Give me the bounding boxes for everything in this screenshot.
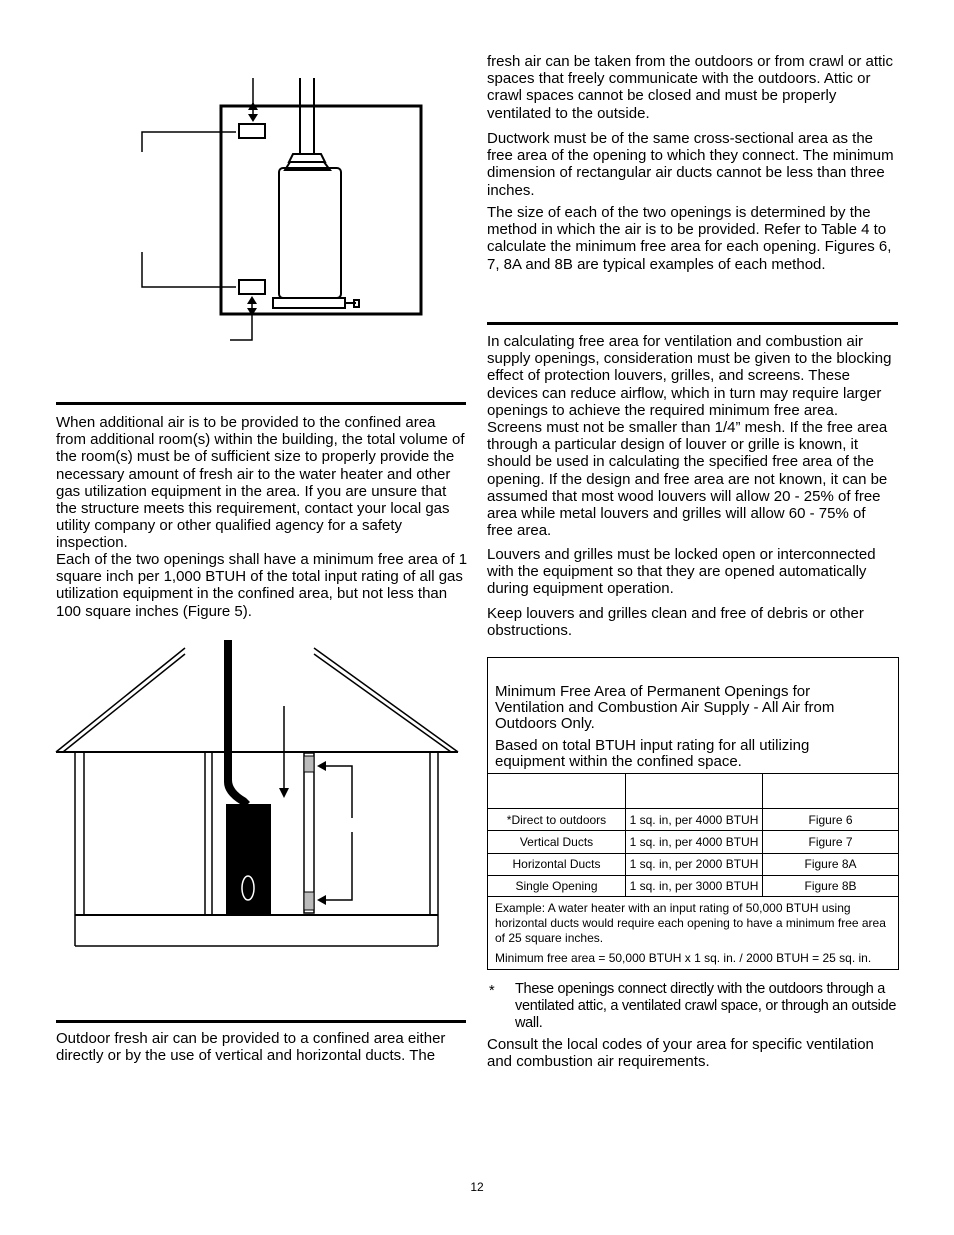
table-description-1: Minimum Free Area of Permanent Openings for Ventilation and Combustion Air Supply - All Air from Outdoors Only.	[495, 683, 835, 732]
table-cell-area: 1 sq. in, per 4000 BTUH	[629, 835, 759, 849]
table-example: Example: A water heater with an input rating of 50,000 BTUH using horizontal ducts would require each opening to have a minimum free area of 25 square inches.	[495, 901, 886, 945]
page-number: 12	[470, 1180, 484, 1194]
right-paragraph-1: fresh air can be taken from the outdoors or from crawl or attic spaces that freely communicate with the outdoors. Attic or crawl spaces cannot be closed and must be properly ventilated to the outside.	[487, 53, 894, 122]
section-rule	[56, 1020, 466, 1023]
right-paragraph-2: Ductwork must be of the same cross-sectional area as the free area of the opening to which they connect. The minimum dimension of rectangular air ducts cannot be less than three inches.	[487, 130, 894, 199]
left-paragraph-2: Each of the two openings shall have a minimum free area of 1 square inch per 1,000 BTUH of the total input rating of all gas utilization equipment in the confined area, but not less than 100 square inches (Figure 5).	[56, 551, 468, 620]
right-paragraph-7: Consult the local codes of your area for specific ventilation and combustion air requirements.	[487, 1036, 874, 1071]
table-cell-method: Single Opening	[515, 879, 598, 893]
table-cell-area: 1 sq. in, per 4000 BTUH	[629, 813, 759, 827]
section-rule	[56, 402, 466, 405]
footnote-text: These openings connect directly with the outdoors through a ventilated attic, a ventilated crawl space, or through an outside wall.	[515, 981, 897, 1031]
table-cell-method: Vertical Ducts	[519, 835, 594, 849]
left-paragraph-3: Outdoor fresh air can be provided to a confined area either directly or by the use of vertical and horizontal ducts. The	[56, 1030, 446, 1065]
table-description-2: Based on total BTUH input rating for all utilizing equipment within the confined space.	[495, 737, 810, 770]
figure-5-diagram	[130, 72, 440, 347]
table-cell-area: 1 sq. in, per 2000 BTUH	[629, 857, 759, 871]
figure-6-diagram	[50, 640, 466, 950]
footnote-mark: *	[489, 983, 495, 999]
left-paragraph-1: When additional air is to be provided to the confined area from additional room(s) within the building, the total volume of the room(s) must be of sufficient size to properly provide the necessary amount of fresh air to the water heater and other gas utilization equipment in the area. If you are unsure that the structure meets this requirement, contact your local gas utility company or other qualified agency for a safety inspection.	[56, 414, 465, 552]
right-paragraph-5: Louvers and grilles must be locked open or interconnected with the equipment so that they are opened automatically during equipment operation.	[487, 546, 876, 598]
table-cell-method: *Direct to outdoors	[506, 813, 607, 827]
table-4	[487, 657, 899, 970]
table-cell-method: Horizontal Ducts	[512, 857, 601, 871]
right-paragraph-3: The size of each of the two openings is determined by the method in which the air is to be provided. Refer to Table 4 to calculate the minimum free area for each opening. Figures 6, 7, 8A and 8B are typical examples of each method.	[487, 204, 892, 273]
section-rule	[487, 322, 898, 325]
right-paragraph-6: Keep louvers and grilles clean and free of debris or other obstructions.	[487, 605, 864, 640]
table-cell-area: 1 sq. in, per 3000 BTUH	[629, 879, 759, 893]
table-cell-figure: Figure 6	[808, 813, 853, 827]
table-cell-figure: Figure 7	[808, 835, 853, 849]
table-cell-figure: Figure 8A	[804, 857, 857, 871]
right-paragraph-4: In calculating free area for ventilation and combustion air supply openings, consideration must be given to the blocking effect of protection louvers, grilles, and screens. These devices can reduce airflow, which in turn may require larger openings to achieve the required minimum free area. Screens must not be smaller than 1/4” mesh. If the free area through a particular design of louver or grille is known, it should be used in calculating the specified free area of the opening. If the design and free area are not known, it can be assumed that most wood louvers will allow 20 - 25% of free area while metal louvers and grilles will allow 60 - 75% of free area.	[487, 333, 892, 540]
table-cell-figure: Figure 8B	[804, 879, 857, 893]
table-formula: Minimum free area = 50,000 BTUH x 1 sq. in. / 2000 BTUH = 25 sq. in.	[495, 951, 872, 965]
